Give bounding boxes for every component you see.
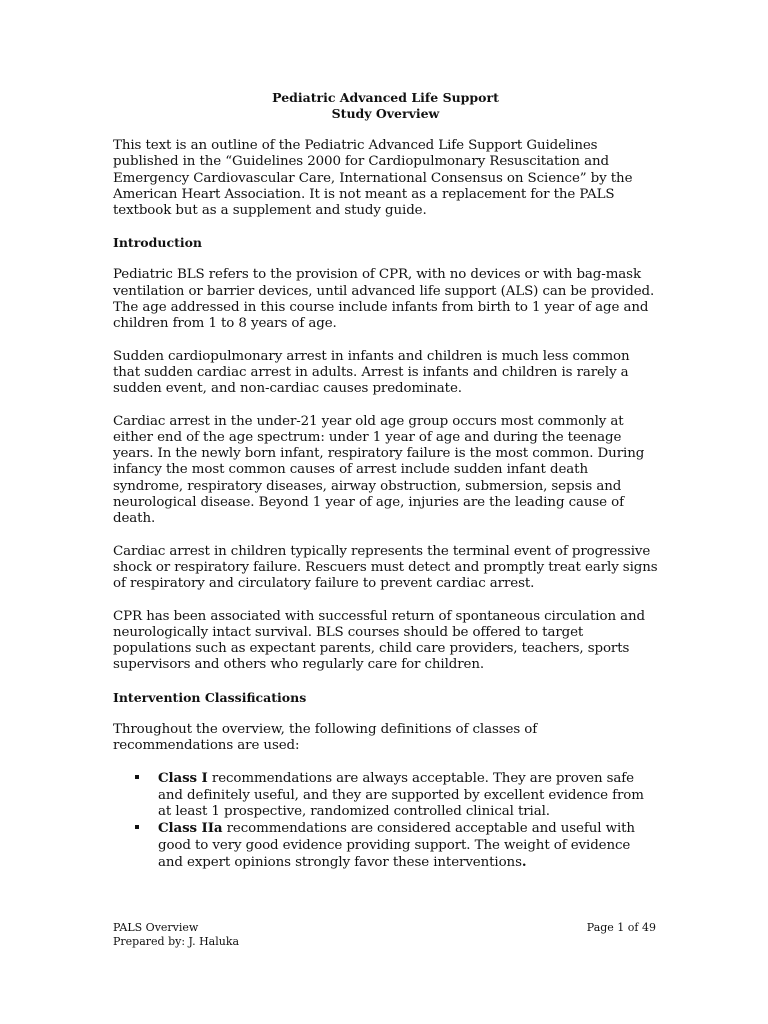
footer-prepared-by: Prepared by: J. Haluka: [113, 935, 240, 948]
introduction-paragraph-4: Cardiac arrest in children typically represents the terminal event of progressive shock or respiratory failure. Rescuers must detect and promptly treat early signs of respiratory and circulatory failure to prevent cardiac arrest.: [113, 543, 658, 592]
class-iia-term: Class IIa: [158, 820, 223, 837]
list-item-class-i: [135, 770, 658, 820]
page-footer: [113, 921, 656, 949]
introduction-paragraph-5: CPR has been associated with successful return of spontaneous circulation and neurologically intact survival. BLS courses should be offered to target populations such as expectant parents, child care providers, teachers, sports supervisors and others who regularly care for children.: [113, 608, 646, 673]
class-iia-end: .: [521, 853, 527, 870]
class-iia-text: recommendations are considered acceptable and useful with good to very good evidence providing support. The weight of evidence and expert opinions strongly favor these interventions: [158, 821, 635, 870]
square-bullet-icon: [135, 825, 139, 829]
square-bullet-icon: [135, 775, 139, 779]
class-i-term: Class I: [158, 770, 208, 787]
title-block: [113, 90, 658, 122]
introduction-paragraph-1: Pediatric BLS refers to the provision of CPR, with no devices or with bag-mask ventilation or barrier devices, until advanced life support (ALS) can be provided. The age addressed in this course include infants from birth to 1 year of age and children from 1 to 8 years of age.: [113, 267, 655, 332]
footer-page-number: Page 1 of 49: [586, 921, 656, 934]
footer-doc-name: PALS Overview: [113, 921, 199, 934]
introduction-heading: Introduction: [113, 235, 203, 251]
class-list: [113, 770, 658, 871]
intro-paragraph: This text is an outline of the Pediatric Advanced Life Support Guidelines published in the “Guidelines 2000 for Cardiopulmonary Resuscitation and Emergency Cardiovascular Care, International Consensus on Science” by the American Heart Association. It is not meant as a replacement for the PALS textbook but as a supplement and study guide.: [113, 138, 633, 219]
document-title: Pediatric Advanced Life Support: [272, 90, 499, 105]
page-content: [113, 90, 658, 871]
classifications-heading: Intervention Classifications: [113, 689, 307, 705]
introduction-paragraph-3: Cardiac arrest in the under-21 year old age group occurs most commonly at either end of the age spectrum: under 1 year of age and during the teenage years. In the newly born infant, respiratory failure is the most common. During infancy the most common causes of arrest include sudden infant death syndrome, respiratory diseases, airway obstruction, submersion, sepsis and neurological disease. Beyond 1 year of age, injuries are the leading cause of death.: [113, 413, 645, 527]
class-i-text: recommendations are always acceptable. They are proven safe and definitely useful, and they are supported by excellent evidence from at least 1 prospective, randomized controlled clinical trial.: [158, 771, 644, 819]
introduction-paragraph-2: Sudden cardiopulmonary arrest in infants and children is much less common that sudden cardiac arrest in adults. Arrest is infants and children is rarely a sudden event, and non-cardiac causes predominate.: [113, 348, 630, 397]
classifications-lead: Throughout the overview, the following definitions of classes of recommendations are used:: [113, 721, 538, 754]
list-item-class-iia: [135, 820, 658, 871]
document-subtitle: Study Overview: [331, 106, 440, 121]
